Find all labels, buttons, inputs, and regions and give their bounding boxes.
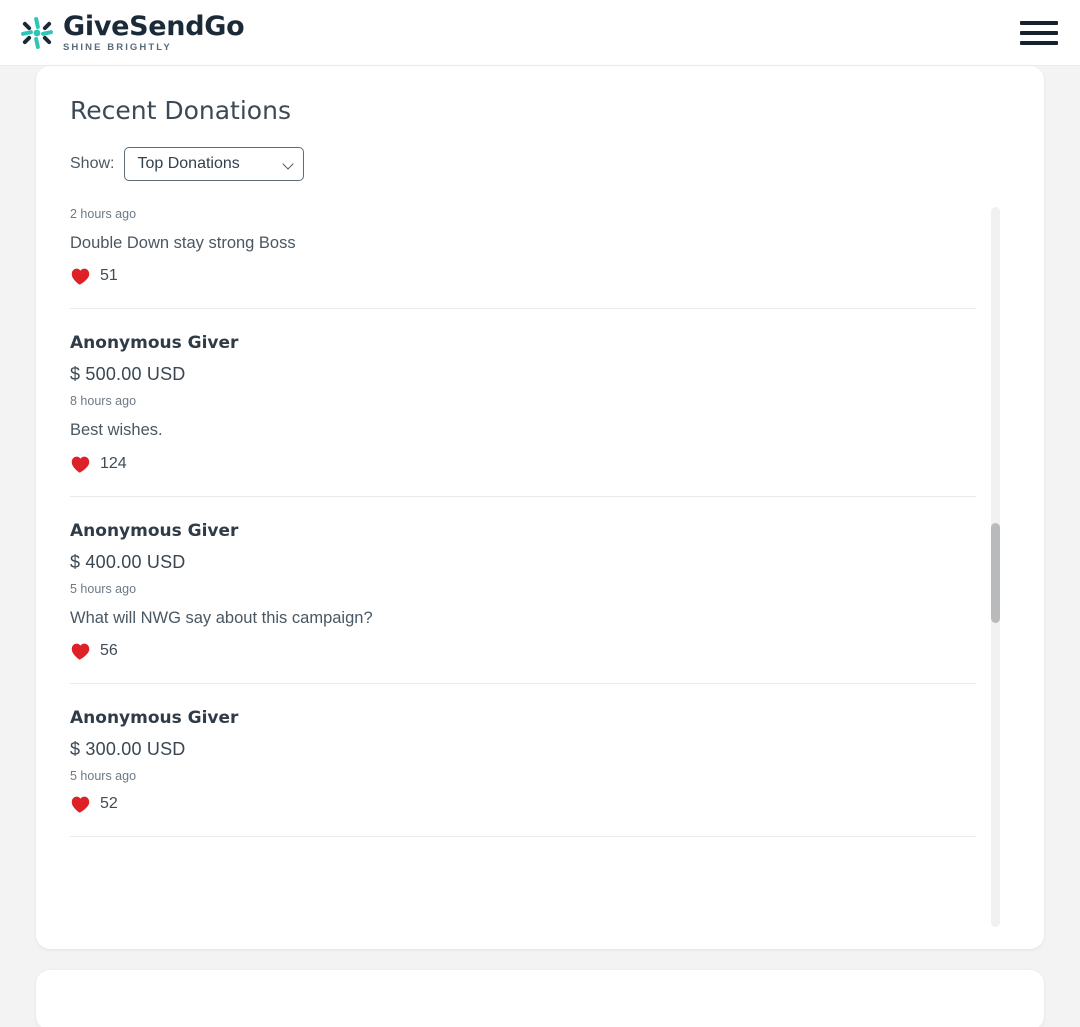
donation-time: 5 hours ago (70, 768, 137, 783)
recent-donations-card (36, 66, 1044, 949)
donations-scrollbar-thumb[interactable] (991, 523, 1000, 623)
givesendgo-logo-icon (20, 16, 54, 50)
brand-name: GiveSendGo (63, 10, 245, 42)
donation-amount: $ 500.00 USD (70, 364, 186, 385)
donations-scroll-area (70, 207, 1010, 927)
like-count: 124 (100, 454, 127, 472)
brand-text (63, 10, 245, 53)
page-content (0, 66, 1080, 1027)
donation-time: 2 hours ago (70, 207, 137, 221)
list-item (70, 333, 976, 496)
donor-name: Anonymous Giver (70, 333, 239, 354)
page-title: Recent Donations (70, 96, 291, 125)
filter-row (70, 147, 1010, 181)
list-item (70, 207, 976, 309)
donation-amount: $ 400.00 USD (70, 551, 186, 572)
list-item (70, 521, 976, 684)
heart-icon[interactable] (70, 266, 91, 286)
brand-logo-link[interactable] (20, 10, 245, 53)
like-count: 52 (100, 794, 118, 812)
donation-message: Best wishes. (70, 421, 163, 440)
next-section-card (36, 970, 1044, 1027)
site-header (0, 0, 1080, 66)
list-item (70, 708, 976, 837)
donor-name: Anonymous Giver (70, 520, 239, 541)
show-label: Show: (70, 155, 115, 172)
donation-message: What will NWG say about this campaign? (70, 608, 373, 627)
donation-time: 5 hours ago (70, 581, 137, 596)
heart-icon[interactable] (70, 454, 91, 474)
donor-name: Anonymous Giver (70, 707, 239, 728)
heart-icon[interactable] (70, 794, 91, 814)
donation-filter-wrap (124, 147, 304, 181)
hamburger-bar-3 (1020, 41, 1058, 45)
heart-icon[interactable] (70, 641, 91, 661)
donation-likes[interactable] (70, 454, 976, 474)
donation-likes[interactable] (70, 794, 976, 814)
brand-tagline: SHINE BRIGHTLY (63, 41, 172, 53)
hamburger-bar-2 (1020, 31, 1058, 35)
donation-likes[interactable] (70, 266, 976, 286)
donation-likes[interactable] (70, 641, 976, 661)
donation-amount: $ 300.00 USD (70, 738, 186, 759)
like-count: 51 (100, 267, 118, 285)
like-count: 56 (100, 641, 118, 659)
donation-time: 8 hours ago (70, 394, 137, 409)
donation-filter-select[interactable] (124, 147, 304, 181)
hamburger-menu-icon[interactable] (1020, 18, 1058, 48)
hamburger-bar-1 (1020, 21, 1058, 25)
donations-list (70, 207, 976, 927)
donation-message: Double Down stay strong Boss (70, 234, 296, 252)
